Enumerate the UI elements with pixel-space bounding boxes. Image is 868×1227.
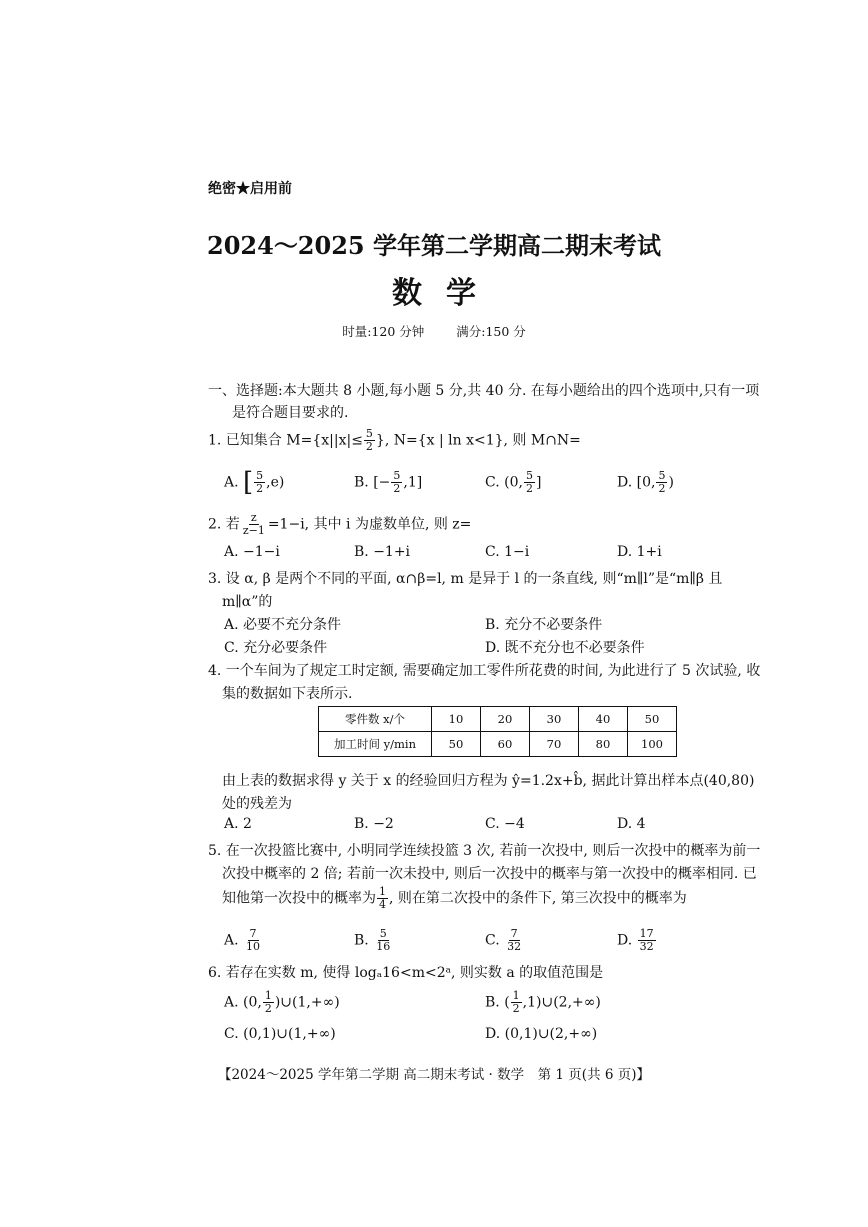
q4-line-1: 4. 一个车间为了规定工时定额, 需要确定加工零件所花费的时间, 为此进行了 5 次试验, 收	[208, 663, 761, 679]
exam-meta	[0, 322, 868, 340]
table-cell: 100	[628, 732, 677, 757]
table-cell: 50	[432, 732, 481, 757]
q4-line-2: 集的数据如下表所示.	[222, 686, 353, 702]
table-cell: 60	[481, 732, 530, 757]
q5-option-d: D. $\frac{17}{32}$	[617, 927, 654, 953]
q3-option-b: B. 充分不必要条件	[485, 617, 603, 633]
q6-line: 6. 若存在实数 m, 使得 logₐ16<m<2ᵃ, 则实数 a 的取值范围是	[208, 965, 604, 981]
q3-option-a: A. 必要不充分条件	[224, 617, 342, 633]
q5-option-a: A. $\frac{7}{10}$	[224, 927, 261, 953]
table-cell: 20	[481, 707, 530, 732]
table-cell: 10	[432, 707, 481, 732]
q3-option-d: D. 既不充分也不必要条件	[485, 640, 645, 656]
table-header-cell: 零件数 x/个	[319, 707, 432, 732]
q6-option-a: A. (0, $\frac{1}{2}$ )∪(1,+∞)	[224, 989, 340, 1015]
data-table	[318, 706, 677, 757]
q4-option-a: A. 2	[224, 816, 252, 832]
q5-option-c: C. $\frac{7}{32}$	[485, 927, 522, 953]
subject-title: 数学	[392, 276, 500, 311]
q3-option-c: C. 充分必要条件	[224, 640, 328, 656]
q6-option-d: D. (0,1)∪(2,+∞)	[485, 1026, 598, 1042]
q4-after-1: 由上表的数据求得 y 关于 x 的经验回归方程为 ŷ=1.2x+b̂, 据此计算出样本点(40,80)	[222, 773, 755, 789]
q3-line-2: m∥α”的	[222, 594, 273, 610]
q5-option-b: B. $\frac{5}{16}$	[354, 927, 391, 953]
exam-title: 2024～2025 学年第二学期高二期末考试	[207, 231, 661, 260]
exam-time: 时量:120 分钟	[342, 324, 425, 339]
q1-set-m-a: {x|	[312, 432, 334, 449]
table-header-cell: 加工时间 y/min	[319, 732, 432, 757]
q2-option-c: C. 1−i	[485, 544, 530, 560]
q1-prefix: 1. 已知集合 M=	[208, 432, 313, 449]
section-heading	[208, 380, 759, 424]
q4-option-d: D. 4	[617, 816, 646, 832]
q6-option-b: B. ( $\frac{1}{2}$ ,1)∪(2,+∞)	[485, 989, 601, 1015]
table-cell: 40	[579, 707, 628, 732]
q4-option-c: C. −4	[485, 816, 525, 832]
page-footer: 【2024～2025 学年第二学期 高二期末考试 · 数学 第 1 页(共 6 页)】	[217, 1067, 651, 1083]
table-cell: 50	[628, 707, 677, 732]
question-2: 2. 若 $\frac{z}{z-1}$ =1−i, 其中 i 为虚数单位, 则 z=	[208, 511, 472, 537]
q1-option-d: D. [0, $\frac{5}{2}$ )	[617, 469, 674, 495]
q2-option-b: B. −1+i	[354, 544, 411, 560]
question-1	[208, 428, 581, 453]
q5-line-2: 次投中概率的 2 倍; 若前一次未投中, 则后一次投中的概率与第一次投中的概率相同. 已	[222, 866, 757, 882]
q1-option-a: A. [ $\frac{5}{2}$ ,e)	[224, 467, 285, 498]
q6-option-c: C. (0,1)∪(1,+∞)	[224, 1026, 336, 1042]
q2-option-d: D. 1+i	[617, 544, 662, 560]
section-line-2: 是符合题目要求的.	[232, 405, 349, 421]
table-cell: 70	[530, 732, 579, 757]
q5-line-3: 知他第一次投中的概率为 $\frac{1}{4}$ , 则在第二次投中的条件下, 第三次投中的概率为	[222, 885, 687, 911]
q4-after-2: 处的残差为	[222, 796, 292, 812]
section-line-1: 一、选择题:本大题共 8 小题,每小题 5 分,共 40 分. 在每小题给出的四个选项中,只有一项	[208, 383, 760, 399]
q4-option-b: B. −2	[354, 816, 394, 832]
table-cell: 80	[579, 732, 628, 757]
confidential-label: 绝密★启用前	[208, 181, 292, 197]
table-cell: 30	[530, 707, 579, 732]
table-row	[319, 732, 677, 757]
q1-option-b: B. [− $\frac{5}{2}$ ,1]	[354, 469, 423, 495]
exam-score: 满分:150 分	[456, 324, 526, 339]
table-row	[319, 707, 677, 732]
q2-fraction: $\frac{z}{z-1}$	[242, 511, 265, 537]
q1-fraction: $\frac{5}{2}$	[365, 427, 373, 453]
q3-line-1: 3. 设 α, β 是两个不同的平面, α∩β=l, m 是异于 l 的一条直线, 则“m∥l”是“m∥β 且	[208, 571, 723, 587]
q1-rest: }, N={x | ln x<1}, 则 M∩N=	[375, 432, 581, 449]
q1-set-m-b: |x|≤	[333, 432, 363, 449]
q5-line-1: 5. 在一次投篮比赛中, 小明同学连续投篮 3 次, 若前一次投中, 则后一次投中的概率为前一	[208, 843, 761, 859]
q2-option-a: A. −1−i	[224, 544, 280, 560]
q1-option-c: C. (0, $\frac{5}{2}$ ]	[485, 469, 542, 495]
